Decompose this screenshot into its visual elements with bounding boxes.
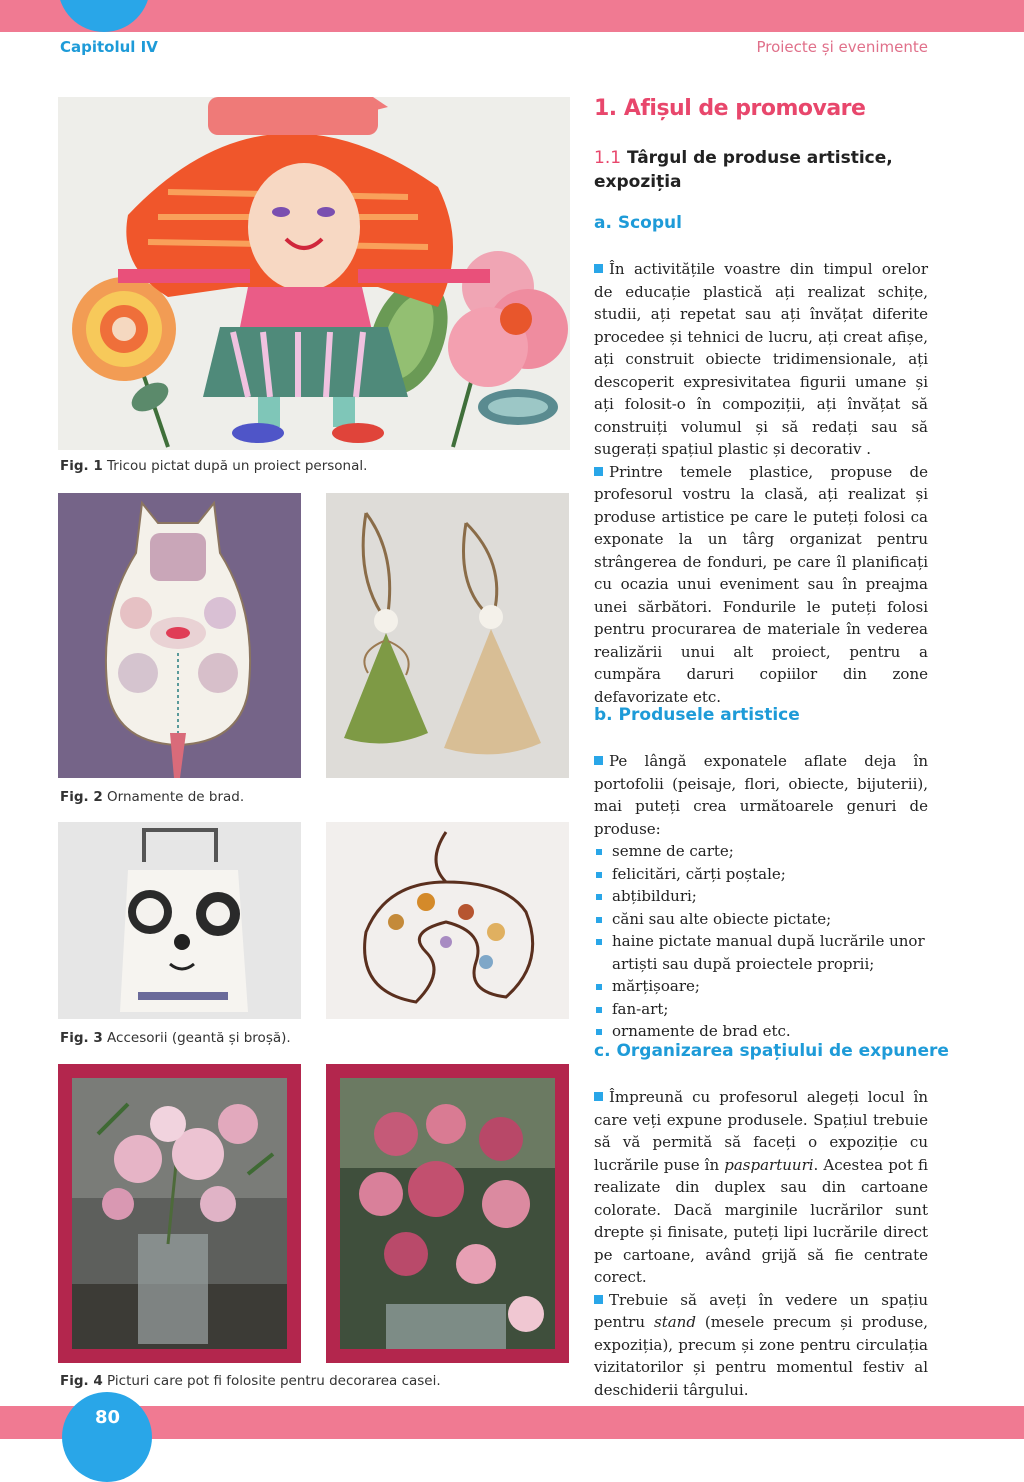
list-item: semne de carte; xyxy=(594,840,928,863)
fig1-caption: Fig. 1 Tricou pictat după un proiect personal. xyxy=(60,458,368,474)
product-list xyxy=(594,840,928,1043)
page-number: 80 xyxy=(95,1407,121,1428)
top-band xyxy=(0,0,1024,32)
list-item: ornamente de brad etc. xyxy=(594,1020,928,1043)
fig3-image-right xyxy=(326,822,569,1019)
section-c-paragraph-2: Trebuie să aveți în vedere un spațiu pentru stand (mesele precum și produse, expoziția), precum și zone pentru circulația vizitatorilor și pentru momentul festiv al deschiderii târgului. xyxy=(594,1290,928,1399)
page-number-circle xyxy=(62,1392,152,1482)
bullet-square-icon xyxy=(594,1092,603,1101)
chapter-label: Capitolul IV xyxy=(60,38,158,56)
subtitle-number: 1.1 xyxy=(594,148,622,168)
section-a-paragraph-1: În activitățile voastre din timpul orelor de educație plastică ați realizat schițe, studii, ați repetat sau ați învățat diferite procedee și tehnici de lucru, ați creat afișe, ați construit obiecte tridimensionale, ați descoperit expresivitatea figurii umane și ați folosit-o în compoziții, ați învățat să construiți volumul și să redați sau să sugerați spațiul plastic și decorativ . xyxy=(594,260,928,458)
fig2-caption: Fig. 2 Ornamente de brad. xyxy=(60,789,245,805)
section-a-paragraph-2: Printre temele plastice, propuse de profesorul vostru la clasă, ați realizat și produse artistice pe care le puteți folosi ca exponate la un târg organizat pentru strângerea de fonduri, pe care îl planificați cu ocazia unui eveniment sau în preajma unei sărbători. Fondurile le puteți folosi pentru procurarea de materiale în vederea realizării unui alt proiect, pentru a cumpăra daruri copiilor din zone defavorizate etc. xyxy=(594,462,928,706)
subtitle-text: Târgul de produse artistice, expoziția xyxy=(594,148,893,192)
fig2-image-left xyxy=(58,493,301,778)
list-item: felicitări, cărți poștale; xyxy=(594,863,928,886)
section-c-body xyxy=(594,1086,928,1401)
list-item: fan-art; xyxy=(594,998,928,1021)
subtitle xyxy=(594,146,924,194)
section-a-heading: a. Scopul xyxy=(594,213,682,233)
fig4-caption: Fig. 4 Picturi care pot fi folosite pentru decorarea casei. xyxy=(60,1373,441,1389)
fig2-image-right xyxy=(326,493,569,778)
list-item: haine pictate manual după lucrările unor artiști sau după proiectele proprii; xyxy=(594,930,928,975)
list-item: abțibilduri; xyxy=(594,885,928,908)
list-item: mărțișoare; xyxy=(594,975,928,998)
section-a-body xyxy=(594,258,928,708)
fig1-image xyxy=(58,97,570,450)
fig3-image-left xyxy=(58,822,301,1019)
bullet-square-icon xyxy=(594,467,603,476)
fig4-image-left xyxy=(58,1064,301,1363)
section-c-paragraph-1: Împreună cu profesorul alegeți locul în care veți expune produsele. Spațiul trebuie să vă permită să faceți o expoziție cu lucrările puse în paspartuuri. Acestea pot fi realizate din duplex sau din cartoane colorate. Dacă marginile lucrărilor sunt drepte și finisate, puteți lipi lucrările direct pe cartoane, având grijă să fie centrate corect. xyxy=(594,1088,928,1286)
bullet-square-icon xyxy=(594,1295,603,1304)
section-b-heading: b. Produsele artistice xyxy=(594,705,800,725)
page-title: 1. Afișul de promovare xyxy=(594,96,866,121)
section-label: Proiecte și evenimente xyxy=(756,38,928,56)
bullet-square-icon xyxy=(594,264,603,273)
list-item: căni sau alte obiecte pictate; xyxy=(594,908,928,931)
bullet-square-icon xyxy=(594,756,603,765)
section-b-intro: Pe lângă exponatele aflate deja în portofolii (peisaje, flori, obiecte, bijuterii), mai puteți crea următoarele genuri de produse: xyxy=(594,752,928,838)
fig4-image-right xyxy=(326,1064,569,1363)
section-b-body xyxy=(594,750,928,1043)
section-c-heading: c. Organizarea spațiului de expunere xyxy=(594,1041,949,1061)
fig3-caption: Fig. 3 Accesorii (geantă și broșă). xyxy=(60,1030,291,1046)
bottom-band xyxy=(0,1406,1024,1439)
